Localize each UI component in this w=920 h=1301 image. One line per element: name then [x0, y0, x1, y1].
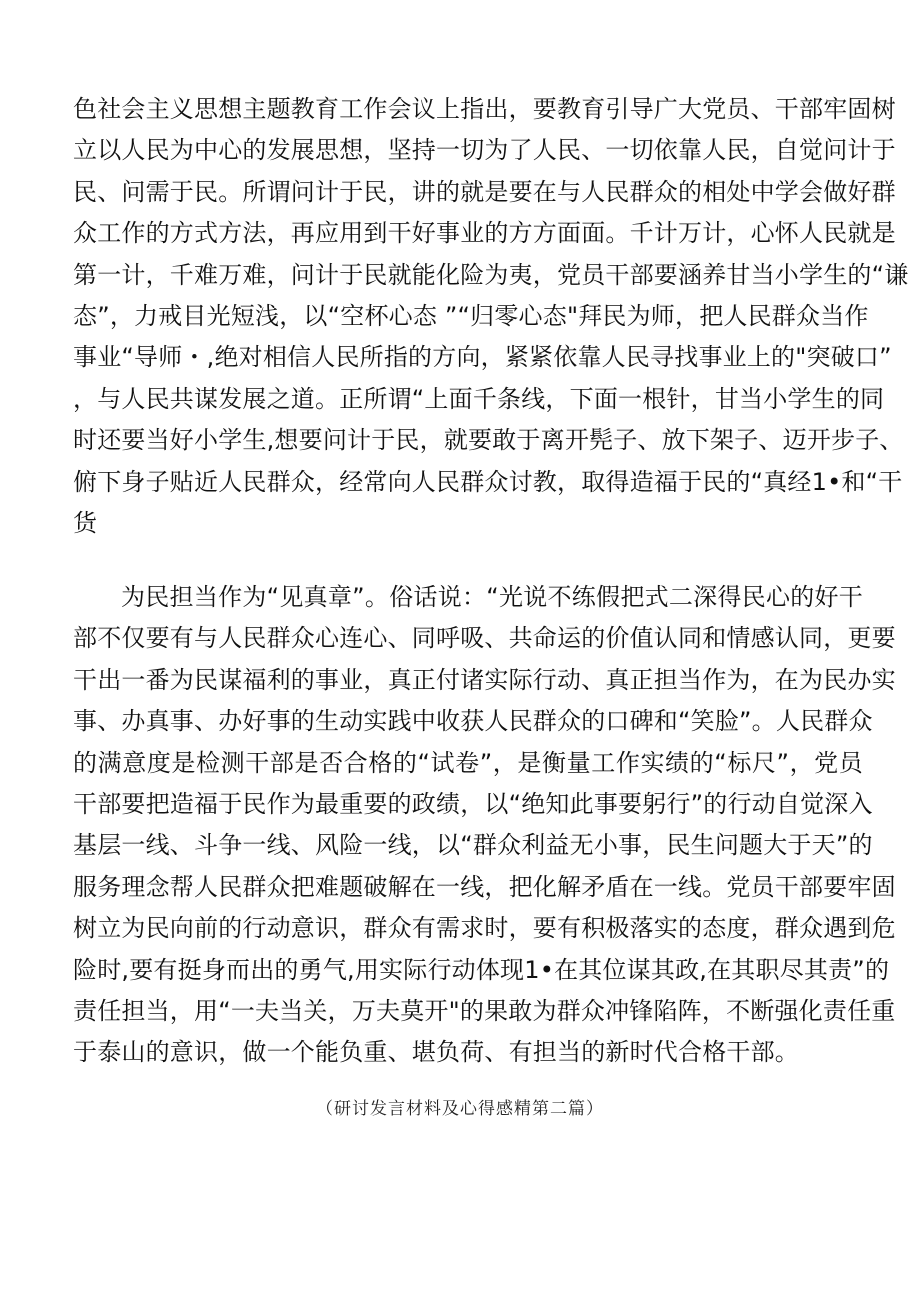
- text-line: 民、问需于民。所谓问计于民，讲的就是要在与人民群众的相处中学会做好群: [73, 177, 896, 206]
- text-line: 立以人民为中心的发展思想，坚持一切为了人民、一切依靠人民，自觉问计于: [73, 136, 896, 165]
- text-line: 态”，力戒目光短浅，以“空杯心态 ”“归零心态"拜民为师，把人民群众当作: [73, 302, 869, 330]
- text-line: 色社会主义思想主题教育工作会议上指出，要教育引导广大党员、干部牢固树: [73, 95, 896, 123]
- text-line: 干部要把造福于民作为最重要的政绩，以“绝知此事要躬行”的行动自觉深入: [73, 790, 873, 818]
- text-line: 树立为民向前的行动意识，群众有需求时，要有积极落实的态度，群众遇到危: [73, 914, 896, 943]
- text-line: 为民担当作为“见真章”。俗话说：“光说不练假把式二深得民心的好干: [121, 583, 863, 611]
- text-line: 时还要当好小学生,想要问计于民，就要敢于离开髡子、放下架子、迈开步子、: [73, 426, 904, 455]
- text-line: 第一计，千难万难，问计于民就能化险为夷，党员干部要涵养甘当小学生的“谦: [73, 260, 909, 289]
- text-line: 险时,要有挺身而出的勇气,用实际行动体现1•在其位谋其政,在其职尽其责”的: [73, 955, 890, 984]
- text-line: ，与人民共谋发展之道。正所谓“上面千条线，下面一根针，甘当小学生的同: [73, 384, 885, 413]
- text-line: 于泰山的意识，做一个能负重、堪负荷、有担当的新时代合格干部。: [73, 1038, 799, 1067]
- text-line: 众工作的方式方法，再应用到干好事业的方方面面。千计万计，心怀人民就是: [73, 219, 896, 248]
- text-line: 事业“导师・,绝对相信人民所指的方向，紧紧依靠人民寻找事业上的"突破口”: [73, 343, 892, 372]
- text-line: 服务理念帮人民群众把难题破解在一线，把化解矛盾在一线。党员干部要牢固: [73, 872, 896, 901]
- text-line: 俯下身子贴近人民群众，经常向人民群众讨教，取得造福于民的“真经1•和“干: [73, 467, 903, 496]
- text-line: 货: [73, 509, 98, 537]
- text-line: 基层一线、斗争一线、风险一线，以“群众利益无小事，民生问题大于天”的: [73, 831, 873, 860]
- text-line: 的满意度是检测干部是否合格的“试卷”，是衡量工作实绩的“标尺”，党员: [73, 748, 863, 777]
- text-line: 责任担当，用“一夫当关，万夫莫开"的果敢为群众冲锋陷阵，不断强化责任重: [73, 997, 896, 1025]
- text-line: 部不仅要有与人民群众心连心、同呼吸、共命运的价值认同和情感认同，更要: [73, 624, 896, 653]
- text-line: 事、办真事、办好事的生动实践中收获人民群众的口碑和“笑脸”。人民群众: [73, 707, 873, 736]
- text-line: 干出一番为民谋福利的事业，真正付诸实际行动、真正担当作为，在为民办实: [73, 665, 896, 694]
- section-caption: （研讨发言材料及心得感精第二篇）: [316, 1099, 604, 1119]
